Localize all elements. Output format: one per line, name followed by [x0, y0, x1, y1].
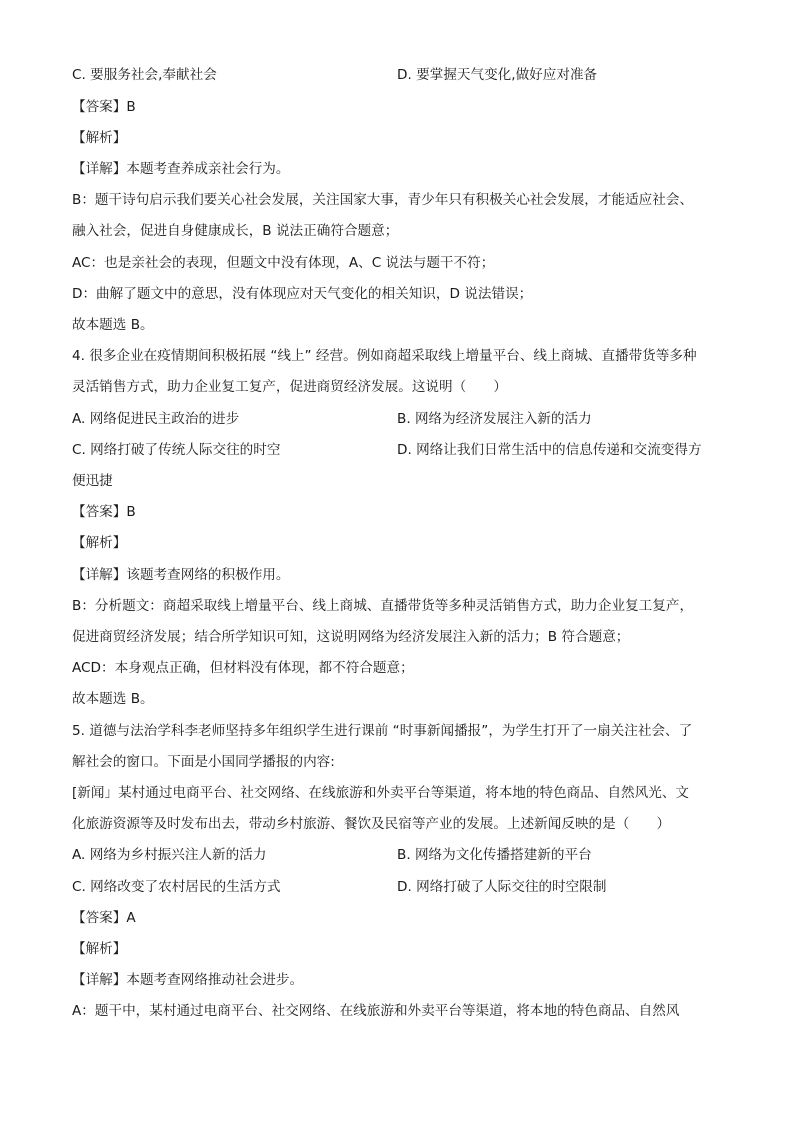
answer-q5: 【答案】A [72, 910, 136, 926]
question-5-news-line1: [新闻」某村通过电商平台、社交网络、在线旅游和外卖平台等渠道，将本地的特色商品、自然风光、文 [72, 785, 690, 801]
detail-q3: 【详解】本题考查养成亲社会行为。 [72, 161, 290, 177]
option-c-q5: C. 网络改变了农村居民的生活方式 [72, 879, 281, 895]
option-c-q3: C. 要服务社会,奉献社会 [72, 67, 217, 83]
explanation-q3-line3: AC：也是亲社会的表现，但题文中没有体现，A、C 说法与题干不符； [72, 255, 495, 271]
explanation-q4-line3: ACD：本身观点正确，但材料没有体现，都不符合题意； [72, 660, 414, 676]
question-5-news-line2: 化旅游资源等及时发布出去，带动乡村旅游、餐饮及民宿等产业的发展。上述新闻反映的是（ ） [72, 816, 671, 832]
question-4-line2: 灵活销售方式，助力企业复工复产，促进商贸经济发展。这说明（ ） [72, 379, 507, 395]
answer-q3: 【答案】B [72, 99, 136, 115]
explanation-q5-line1: A：题干中，某村通过电商平台、社交网络、在线旅游和外卖平台等渠道，将本地的特色商品、自然风 [72, 1003, 680, 1019]
explanation-q3-line1: B：题干诗句启示我们要关心社会发展，关注国家大事，青少年只有积极关心社会发展，才能适应社会、 [72, 192, 694, 208]
detail-q4: 【详解】该题考查网络的积极作用。 [72, 567, 290, 583]
option-a-q4: A. 网络促进民主政治的进步 [72, 411, 240, 427]
detail-q5: 【详解】本题考查网络推动社会进步。 [72, 972, 304, 988]
option-c-q4: C. 网络打破了传统人际交往的时空 [72, 442, 281, 458]
question-5-line2: 解社会的窗口。下面是小国同学播报的内容: [72, 754, 335, 770]
analysis-label-q4: 【解析】 [72, 535, 127, 551]
option-d-q4: D. 网络让我们日常生活中的信息传递和交流变得方 [397, 442, 702, 458]
analysis-label-q3: 【解析】 [72, 130, 127, 146]
conclusion-q4: 故本题选 B。 [72, 691, 154, 707]
option-b-q4: B. 网络为经济发展注入新的活力 [397, 411, 592, 427]
option-d-q4-continued: 便迅捷 [72, 473, 113, 489]
explanation-q4-line2: 促进商贸经济发展；结合所学知识可知，这说明网络为经济发展注入新的活力；B 符合题意； [72, 629, 630, 645]
option-d-q5: D. 网络打破了人际交往的时空限制 [397, 879, 607, 895]
explanation-q3-line2: 融入社会，促进自身健康成长，B 说法正确符合题意； [72, 223, 399, 239]
question-5-line1: 5. 道德与法治学科李老师坚持多年组织学生进行课前 “时事新闻播报”，为学生打开了一扇关注社会、了 [72, 723, 693, 739]
explanation-q4-line1: B：分析题文：商超采取线上增量平台、线上商城、直播带货等多种灵活销售方式，助力企业复工复产， [72, 598, 694, 614]
explanation-q3-line4: D：曲解了题文中的意思，没有体现应对天气变化的相关知识，D 说法错误； [72, 286, 533, 302]
answer-q4: 【答案】B [72, 504, 136, 520]
option-d-q3: D. 要掌握天气变化,做好应对准备 [397, 67, 598, 83]
conclusion-q3: 故本题选 B。 [72, 317, 154, 333]
analysis-label-q5: 【解析】 [72, 941, 127, 957]
question-4-line1: 4. 很多企业在疫情期间积极拓展 “线上” 经营。例如商超采取线上增量平台、线上商城、直播带货等多种 [72, 348, 697, 364]
option-a-q5: A. 网络为乡村振兴注人新的活力 [72, 847, 267, 863]
option-b-q5: B. 网络为文化传播搭建新的平台 [397, 847, 592, 863]
